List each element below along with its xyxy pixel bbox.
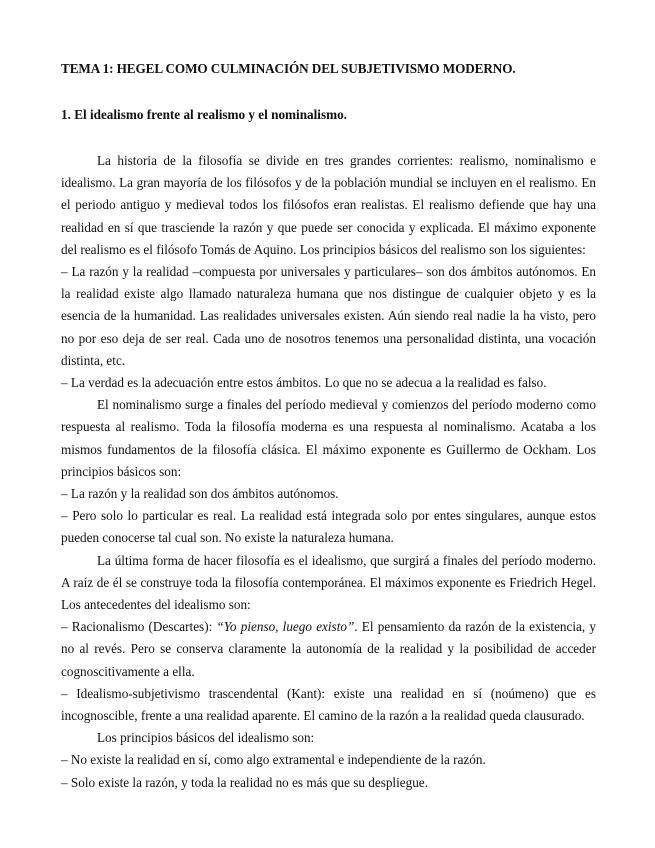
- idealism-antecedent-kant: – Idealismo-subjetivismo trascendental (Kant): existe una realidad en sí (noúmeno) que es incognoscible, frente a una realidad aparente. El camino de la razón a la realidad queda clausurado.: [61, 685, 596, 724]
- document-body: [61, 150, 596, 794]
- paragraph-nominalism-intro: El nominalismo surge a finales del período medieval y comienzos del período moderno como respuesta al realismo. Toda la filosofía moderna es una respuesta al nominalismo. Acataba a los mismos fundamentos de la filosofía clásica. El máximo exponente es Guillermo de Ockham. Los principios básicos son:: [61, 397, 596, 479]
- paragraph-idealism-principles: Los principios básicos del idealismo son:: [97, 730, 315, 746]
- paragraph-realism-intro: La historia de la filosofía se divide en tres grandes corrientes: realismo, nominalismo e idealismo. La gran mayoría de los filósofos y de la población mundial se incluyen en el realismo. En el periodo antiguo y medieval todos los filósofos eran realistas. El realismo defiende que hay una realidad en sí que trasciende la razón y que puede ser conocida y explicada. El máximo exponente del realismo es el filósofo Tomás de Aquino. Los principios básicos del realismo son los siguientes:: [61, 153, 596, 257]
- document-title: TEMA 1: HEGEL COMO CULMINACIÓN DEL SUBJETIVISMO MODERNO.: [61, 61, 516, 76]
- realism-principle-1: – La razón y la realidad –compuesta por universales y particulares– son dos ámbitos autónomos. En la realidad existe algo llamado naturaleza humana que nos distingue de cualquier objeto y es la esencia de la humanidad. Las realidades universales existen. Aún siendo real nadie la ha visto, pero no por eso deja de ser real. Cada uno de nosotros tenemos una personalidad distinta, una vocación distinta, etc.: [61, 264, 596, 368]
- paragraph-idealism-intro: La última forma de hacer filosofía es el idealismo, que surgirá a finales del período moderno. A raíz de él se construye toda la filosofía contemporánea. El máximos exponente es Friedrich Hegel. Los antecedentes del idealismo son:: [61, 552, 596, 613]
- rationalism-suffix: . El pensamiento da razón de la existencia, y no al revés. Pero se conserva claramente la autonomía de la realidad y la posibilidad de acceder cognoscitivamente a ella.: [61, 619, 597, 679]
- idealism-principle-1: – No existe la realidad en sí, como algo extramental e independiente de la razón.: [61, 752, 486, 768]
- realism-principle-2: – La verdad es la adecuación entre estos ámbitos. Lo que no se adecua a la realidad es falso.: [61, 375, 547, 391]
- nominalism-principle-1: – La razón y la realidad son dos ámbitos autónomos.: [61, 486, 339, 502]
- document-page: [61, 58, 596, 794]
- nominalism-principle-2: – Pero solo lo particular es real. La realidad está integrada solo por entes singulares, aunque estos pueden conocerse tal cual son. No existe la naturaleza humana.: [61, 508, 596, 546]
- rationalism-prefix: – Racionalismo (Descartes):: [61, 619, 217, 635]
- descartes-quote: “Yo pienso, luego existo”: [216, 619, 355, 635]
- idealism-antecedent-rationalism: [61, 616, 596, 683]
- idealism-principle-2: – Solo existe la razón, y toda la realidad no es más que su despliegue.: [61, 774, 428, 790]
- section-heading: 1. El idealismo frente al realismo y el nominalismo.: [61, 107, 347, 122]
